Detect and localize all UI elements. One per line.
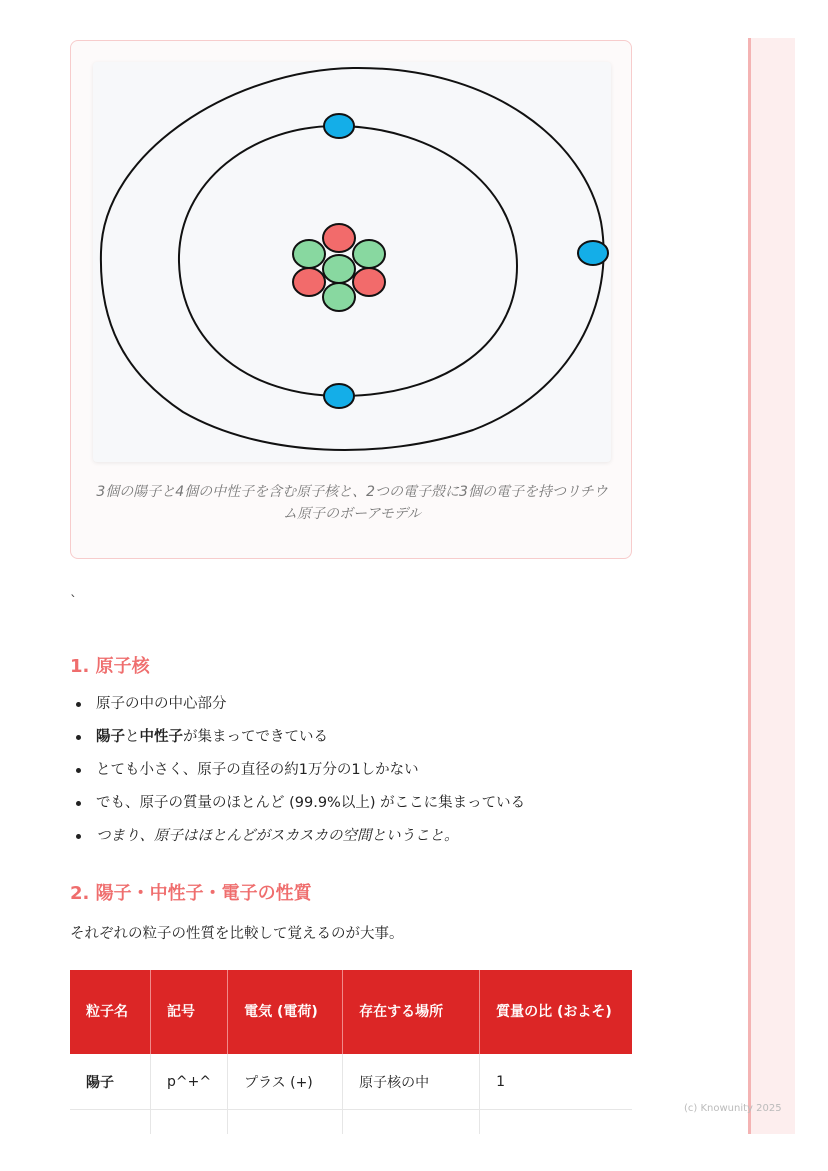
column-header: 粒子名 (70, 970, 151, 1054)
list-item (70, 690, 630, 723)
proton-particle (293, 268, 325, 296)
particle-properties-table (70, 970, 632, 1134)
table-cell (228, 1110, 343, 1135)
bohr-model-svg (93, 62, 611, 462)
side-margin-strip (748, 38, 795, 1134)
list-item-text: 原子の中の中心部分 (96, 696, 227, 712)
column-header: 記号 (151, 970, 228, 1054)
list-item (70, 756, 630, 789)
list-item (70, 789, 630, 822)
list-item (70, 723, 630, 756)
table-cell: 陽子 (70, 1054, 151, 1110)
table-cell (343, 1110, 480, 1135)
list-item-text: が集まってできている (183, 729, 328, 745)
neutron-particle (353, 240, 385, 268)
table-cell: p^+^ (151, 1054, 228, 1110)
table-header-row (70, 970, 632, 1054)
column-header: 存在する場所 (343, 970, 480, 1054)
nucleus-bullet-list (70, 690, 630, 855)
table-cell (70, 1110, 151, 1135)
bohr-model-diagram (93, 62, 611, 462)
neutron-particle (323, 283, 355, 311)
table-cell: 1 (480, 1054, 632, 1110)
list-item-text: とても小さく、原子の直径の約1万分の1しかない (96, 762, 419, 778)
nucleus (293, 224, 385, 311)
table-cell: 原子核の中 (343, 1054, 480, 1110)
bold-term-proton: 陽子 (96, 729, 125, 745)
section-heading-nucleus: 1. 原子核 (70, 656, 150, 677)
bold-term-neutron: 中性子 (139, 729, 183, 745)
section-intro: それぞれの粒子の性質を比較して覚えるのが大事。 (70, 926, 404, 942)
figure-caption: 3個の陽子と4個の中性子を含む原子核と、2つの電子殻に3個の電子を持つリチウム原子のボーアモデル (96, 484, 608, 522)
neutron-particle (323, 255, 355, 283)
table-row (70, 1110, 632, 1135)
electron-particle (578, 241, 608, 265)
stray-mark: ` (70, 594, 77, 610)
table-cell (151, 1110, 228, 1135)
list-item-text: と (125, 729, 140, 745)
electron-particle (324, 114, 354, 138)
table-row (70, 1054, 632, 1110)
section-heading-particles: 2. 陽子・中性子・電子の性質 (70, 883, 312, 904)
column-header: 電気 (電荷) (228, 970, 343, 1054)
proton-particle (323, 224, 355, 252)
table-cell: プラス (+) (228, 1054, 343, 1110)
electron-particle (324, 384, 354, 408)
list-item-text: つまり、原子はほとんどがスカスカの空間ということ。 (96, 828, 459, 844)
proton-particle (353, 268, 385, 296)
figure-card (70, 40, 632, 559)
neutron-particle (293, 240, 325, 268)
table-cell (480, 1110, 632, 1135)
copyright-footer: (c) Knowunity 2025 (684, 1103, 782, 1114)
list-item (70, 822, 630, 855)
column-header: 質量の比 (およそ) (480, 970, 632, 1054)
list-item-text: でも、原子の質量のほとんど (99.9%以上) がここに集まっている (96, 795, 526, 811)
